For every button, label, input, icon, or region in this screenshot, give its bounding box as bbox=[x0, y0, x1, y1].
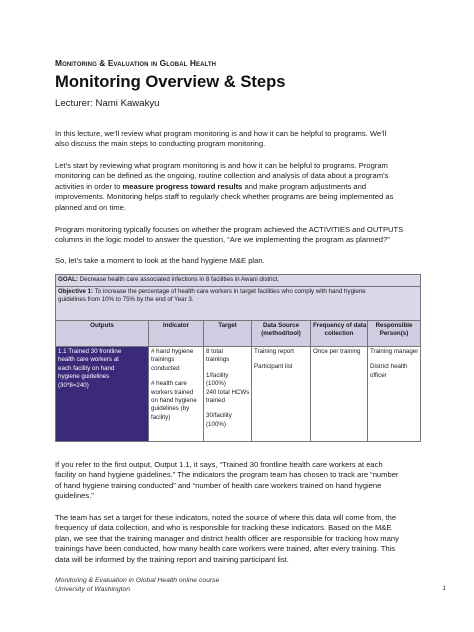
text-line: In this lecture, we’ll review what program monitoring is and how it can be helpful to programs. We’ll bbox=[55, 129, 387, 138]
cell-line: conducted bbox=[151, 364, 180, 372]
text-line: plan, we see that the training manager and district health officer are responsible for tracking how many bbox=[55, 533, 399, 543]
cell-line: (30*8=240) bbox=[58, 381, 89, 389]
header-outputs: Outputs bbox=[56, 321, 149, 347]
responsible-cell bbox=[368, 347, 421, 442]
frequency-cell bbox=[311, 347, 368, 442]
cell-line: # health care bbox=[151, 380, 187, 388]
header-indicator: Indicator bbox=[149, 321, 204, 347]
goal-cell bbox=[56, 275, 421, 287]
cell-line: Participant list bbox=[254, 363, 293, 371]
indicator-cell bbox=[149, 347, 204, 442]
cell-spacer bbox=[370, 356, 418, 363]
cell-line: 240 total HCWs bbox=[206, 388, 250, 396]
header-row bbox=[56, 321, 421, 347]
cell-spacer bbox=[206, 365, 249, 372]
output-cell bbox=[56, 347, 149, 442]
objective-line bbox=[58, 288, 418, 296]
header-line: collection bbox=[324, 330, 354, 338]
header-line: Responsible bbox=[375, 322, 413, 329]
lead-in-paragraph bbox=[55, 256, 425, 266]
objective-line: guidelines from 10% to 75% by the end of Year 3. bbox=[58, 296, 194, 304]
data-source-cell bbox=[252, 347, 311, 442]
emphasis-text: measure progress toward results bbox=[122, 181, 243, 191]
course-name: Monitoring & Evaluation in Global Health bbox=[55, 58, 217, 68]
text-line: columns in the logic model to answer the question, “Are we implementing the program as planned?” bbox=[55, 235, 390, 245]
cell-line: 8 total bbox=[206, 348, 223, 355]
text-line: also discuss the main steps to conducting program monitoring. bbox=[55, 139, 266, 149]
text-line: guidelines.” bbox=[55, 491, 94, 501]
objective-text: To increase the percentage of health care workers in target facilities who comply with hand hygiene bbox=[93, 288, 366, 295]
goal-label: GOAL: bbox=[58, 276, 78, 283]
page-title: Monitoring Overview & Steps bbox=[55, 72, 286, 91]
intro-paragraph bbox=[55, 129, 425, 150]
target-cell bbox=[204, 347, 252, 442]
goal-text: Decrease health care associated infections in 8 facilities in Awani district. bbox=[77, 276, 280, 283]
cell-line: each facility on hand bbox=[58, 364, 115, 372]
text-line: Program monitoring typically focuses on whether the program achieved the ACTIVITIES and OUTPUTS bbox=[55, 225, 404, 234]
text-line bbox=[55, 182, 425, 192]
cell-spacer bbox=[151, 373, 201, 380]
cell-line: Once per training bbox=[313, 348, 361, 355]
header-line: Data Source bbox=[262, 322, 300, 329]
lecturer-line: Lecturer: Nami Kawakyu bbox=[55, 98, 160, 109]
text-run: and make program adjustments and bbox=[242, 181, 367, 191]
cell-line: 1.1 Trained 30 frontline bbox=[58, 348, 122, 355]
header-target: Target bbox=[204, 321, 252, 347]
cell-line: 1/facility bbox=[206, 371, 229, 379]
header-responsible bbox=[368, 321, 421, 347]
text-line: improvements. Monitoring helps staff to regularly check whether programs are being implemented as bbox=[55, 192, 394, 202]
text-run: activities in order to bbox=[55, 181, 123, 191]
cell-line: District health bbox=[370, 363, 408, 371]
header-line: Person(s) bbox=[379, 330, 409, 338]
header-frequency bbox=[311, 321, 368, 347]
cell-line: 30/facility bbox=[206, 412, 232, 420]
text-line: Let’s start by reviewing what program monitoring is and how it can be helpful to programs. Program bbox=[55, 161, 388, 170]
cell-line: facility) bbox=[151, 413, 171, 421]
objective-label: Objective 1: bbox=[58, 288, 94, 295]
page-number: 1 bbox=[442, 585, 446, 592]
text-line: planned and on time. bbox=[55, 202, 126, 212]
header-line: (method/tool) bbox=[261, 330, 301, 338]
text-line: facility on hand hygiene guidelines.” The indicators the program team has chosen to track are “number bbox=[55, 470, 399, 480]
cell-line: (100%) bbox=[206, 420, 226, 428]
text-line: The team has set a target for these indicators, noted the source of where this data will come from, the bbox=[55, 513, 397, 522]
cell-line: trained bbox=[206, 397, 225, 405]
cell-line: guidelines (by bbox=[151, 405, 190, 413]
table-row bbox=[56, 347, 421, 442]
cell-line: trainings bbox=[151, 356, 175, 364]
footer-university: University of Washington bbox=[55, 586, 131, 593]
text-line: monitoring can be defined as the ongoing, routine collection and analysis of data about a program’s bbox=[55, 171, 389, 181]
text-line: frequency of data collection, and who is responsible for tracking these indicators. Based on the M&E bbox=[55, 523, 392, 533]
focus-paragraph bbox=[55, 225, 425, 246]
objective-row bbox=[56, 287, 421, 321]
header-line: Frequency of data bbox=[313, 322, 367, 329]
text-line: So, let’s take a moment to look at the hand hygiene M&E plan. bbox=[55, 256, 265, 265]
page-footer bbox=[55, 576, 395, 594]
cell-line: on hand hygiene bbox=[151, 397, 197, 405]
output-explanation-paragraph bbox=[55, 460, 425, 502]
cell-line: health care workers at bbox=[58, 356, 119, 364]
responsibility-paragraph bbox=[55, 513, 425, 565]
footer-course: Monitoring & Evaluation in Global Health online course bbox=[55, 577, 220, 584]
cell-spacer bbox=[254, 356, 308, 363]
cell-line: officer bbox=[370, 371, 387, 379]
text-line: If you refer to the first output, Output 1.1, it says, “Trained 30 frontline health care workers at each bbox=[55, 460, 383, 469]
cell-line: workers trained bbox=[151, 388, 194, 396]
cell-line: Training report bbox=[254, 348, 295, 355]
objective-cell bbox=[56, 287, 421, 321]
text-line: data will be informed by the training report and training participant list. bbox=[55, 554, 289, 564]
cell-line: # hand hygiene bbox=[151, 348, 194, 355]
header-data-source bbox=[252, 321, 311, 347]
cell-line: hygiene guidelines bbox=[58, 373, 110, 381]
cell-line: (100%) bbox=[206, 380, 226, 388]
definition-paragraph bbox=[55, 161, 425, 213]
me-plan-table bbox=[55, 274, 421, 442]
cell-line: trainings bbox=[206, 356, 230, 364]
text-line: of hand hygiene training conducted” and “number of health care workers trained on hand hygiene bbox=[55, 480, 382, 490]
cell-line: Training manager bbox=[370, 348, 419, 355]
cell-spacer bbox=[206, 405, 249, 412]
text-line: trainings have been conducted, how many health care workers were trained, after every training. This bbox=[55, 544, 396, 554]
goal-row bbox=[56, 275, 421, 287]
